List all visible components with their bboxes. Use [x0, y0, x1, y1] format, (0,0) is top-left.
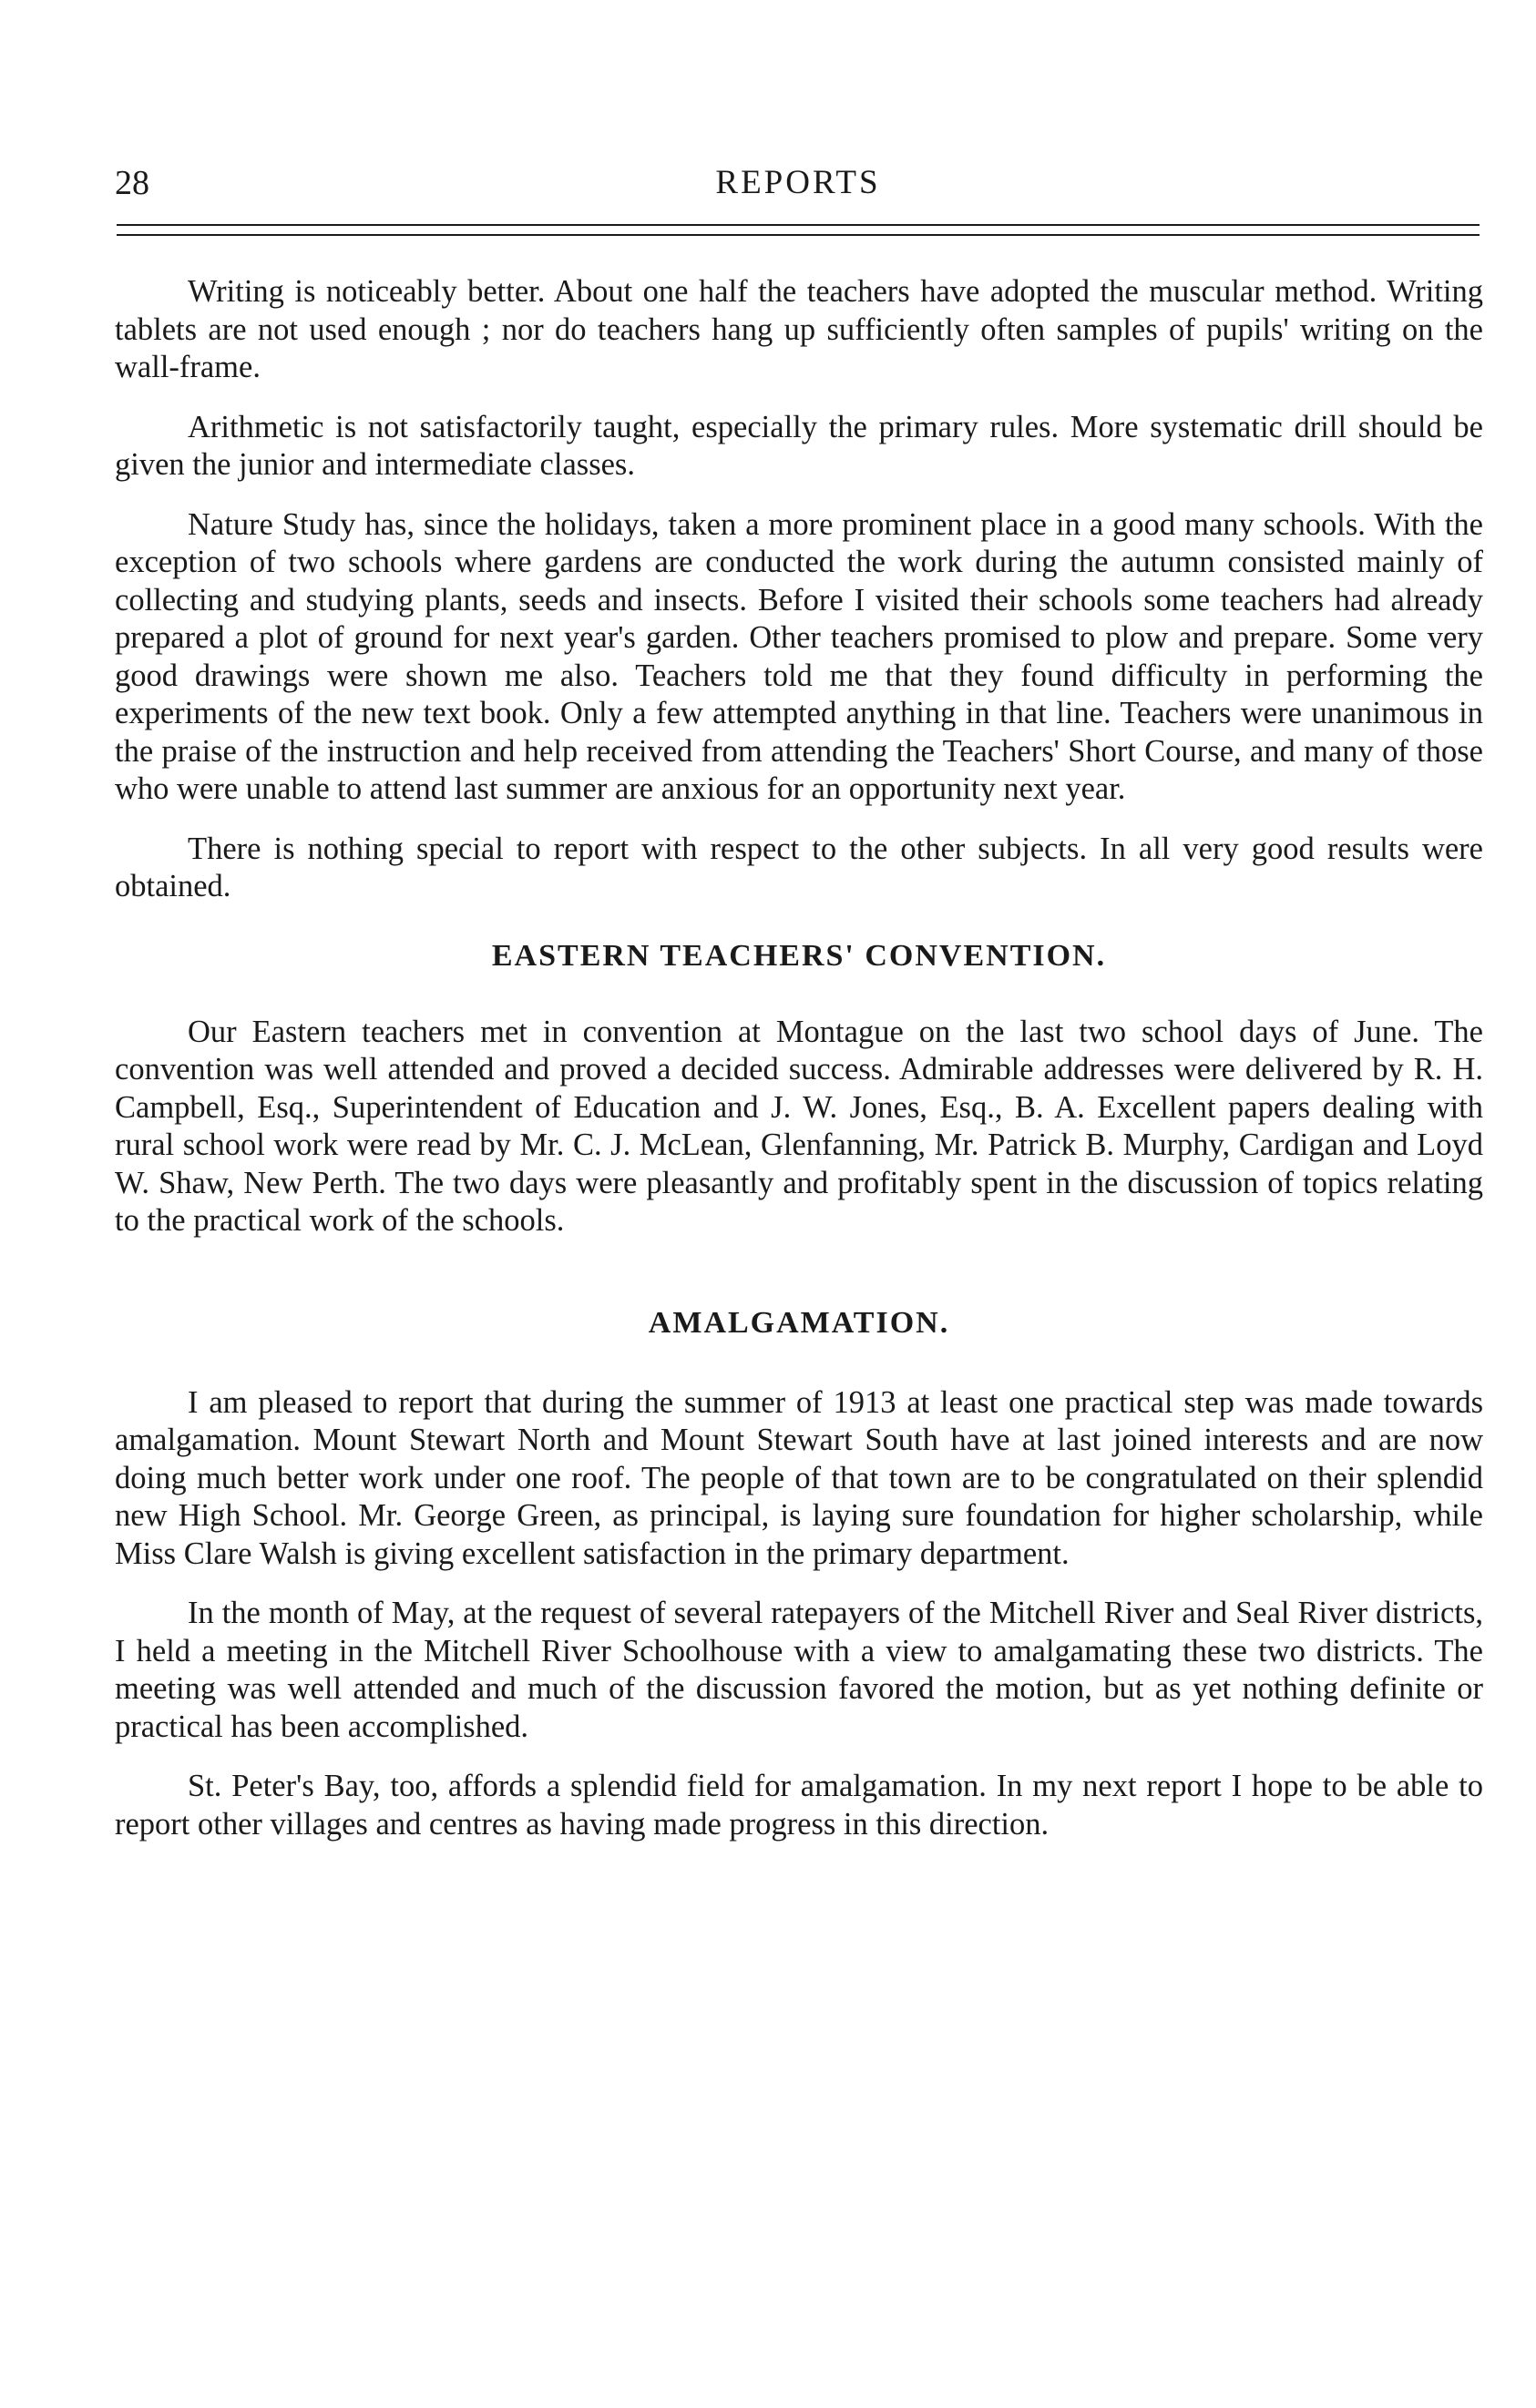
paragraph-other-subjects: There is nothing special to report with respect to the other subjects. In all very good results were obtained.: [115, 831, 1483, 903]
page-header: [115, 160, 1481, 206]
running-head: REPORTS: [715, 164, 881, 201]
paragraph-amalgamation-1: I am pleased to report that during the summer of 1913 at least one practical step was made towards amalgamation. Mount Stewart North and Mount Stewart South have at last joined interests and are now doing much better work under one roof. The people of that town are to be congratulated on their splendid new High School. Mr. George Green, as principal, is laying sure foundation for higher scholarship, while Miss Clare Walsh is giving excellent satisfaction in the primary department.: [115, 1384, 1483, 1571]
paragraph-amalgamation-3: St. Peter's Bay, too, affords a splendid field for amalgamation. In my next report I hope to be able to report other villages and centres as having made progress in this direction.: [115, 1769, 1483, 1842]
header-rule-bottom: [117, 234, 1480, 236]
section-heading-amalgamation: AMALGAMATION.: [648, 1305, 950, 1340]
report-body: [115, 273, 1483, 1843]
header-rule-top: [117, 224, 1480, 226]
section-heading-convention: EASTERN TEACHERS' CONVENTION.: [491, 938, 1107, 973]
paragraph-nature-study: Nature Study has, since the holidays, taken a more prominent place in a good many schools. With the exception of two schools where gardens are conducted the work during the autumn consisted mainly of collecting and studying plants, seeds and insects. Before I visited their schools some teachers had already prepared a plot of ground for next year's garden. Other teachers promised to plow and prepare. Some very good drawings were shown me also. Teachers told me that they found difficulty in performing the experiments of the new text book. Only a few attempted anything in that line. Teachers were unanimous in the praise of the instruction and help received from attending the Teachers' Short Course, and many of those who were unable to attend last summer are anxious for an opportunity next year.: [115, 506, 1483, 806]
paragraph-arithmetic: Arithmetic is not satisfactorily taught, especially the primary rules. More systematic drill should be given the junior and intermediate classes.: [115, 409, 1483, 482]
paragraph-amalgamation-2: In the month of May, at the request of several ratepayers of the Mitchell River and Seal River districts, I held a meeting in the Mitchell River Schoolhouse with a view to amalgamating these two districts. The meeting was well attended and much of the discussion favored the motion, but as yet nothing definite or practical has been accomplished.: [115, 1596, 1483, 1744]
page-number: 28: [115, 164, 149, 202]
paragraph-convention: Our Eastern teachers met in convention at Montague on the last two school days of June. The convention was well attended and proved a decided success. Admirable addresses were delivered by R. H. Campbell, Esq., Superintendent of Education and J. W. Jones, Esq., B. A. Excellent papers dealing with rural school work were read by Mr. C. J. McLean, Glenfanning, Mr. Patrick B. Murphy, Cardigan and Loyd W. Shaw, New Perth. The two days were pleasantly and profitably spent in the discussion of topics relating to the practical work of the schools.: [115, 1014, 1483, 1238]
paragraph-writing: Writing is noticeably better. About one half the teachers have adopted the muscular method. Writing tablets are not used enough ; nor do teachers hang up sufficiently often samples of pupils' writing on the wall-frame.: [115, 274, 1483, 384]
